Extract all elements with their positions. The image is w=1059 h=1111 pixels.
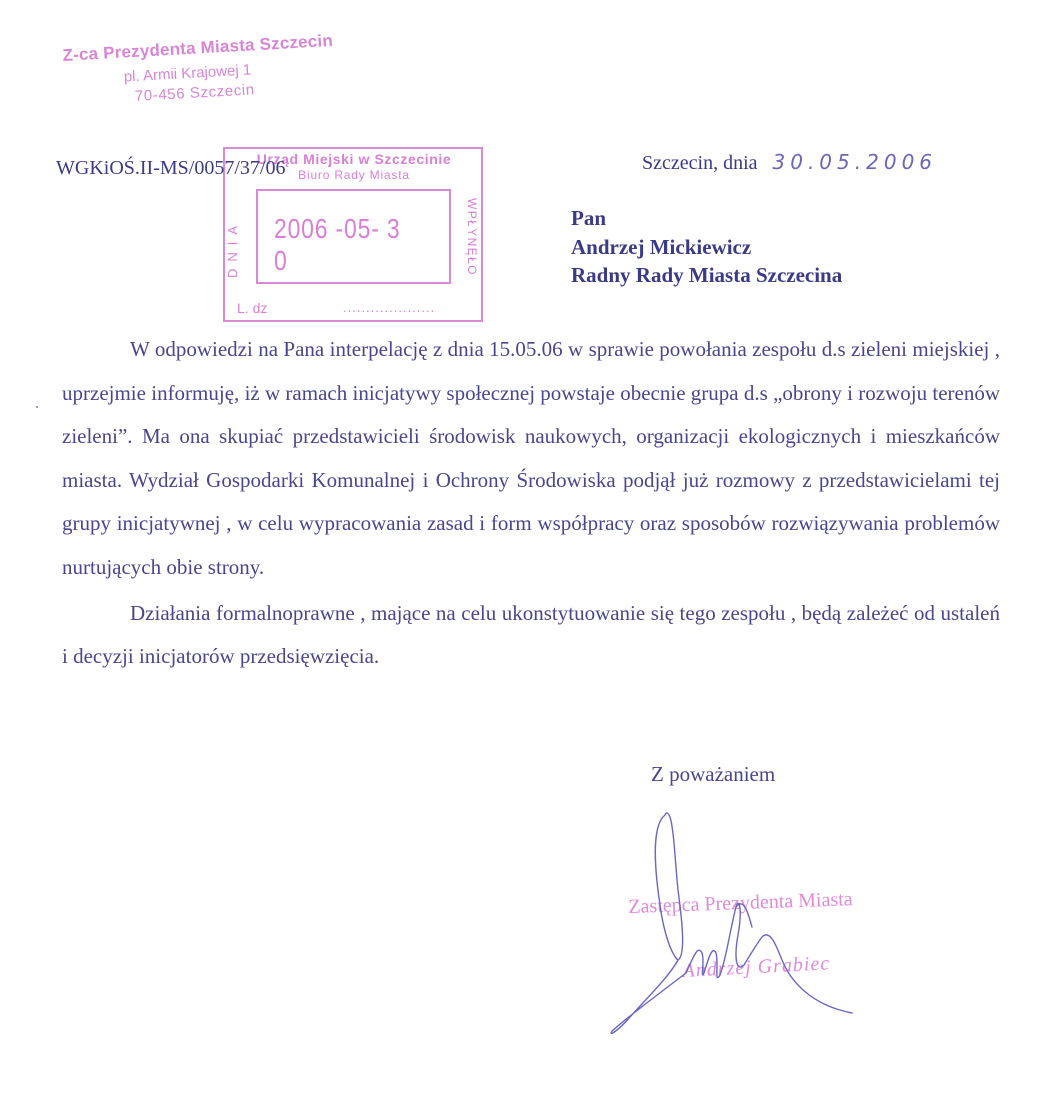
sender-stamp-address: pl. Armii Krajowej 1 xyxy=(123,61,252,86)
closing-phrase: Z poważaniem xyxy=(651,762,776,786)
receipt-stamp-dnia: DNIA xyxy=(225,218,240,278)
reference-number: WGKiOŚ.II-MS/0057/37/06 xyxy=(56,157,286,179)
receipt-stamp-ldz-dots: .................... xyxy=(343,300,436,315)
receipt-stamp-department: Biuro Rady Miasta xyxy=(298,168,410,182)
sender-stamp-title: Z-ca Prezydenta Miasta Szczecin xyxy=(62,30,334,65)
signature-stamp-title: Zastępca Prezydenta Miasta xyxy=(628,888,853,918)
recipient-name: Andrzej Mickiewicz xyxy=(571,234,752,259)
body-paragraph-1: W odpowiedzi na Pana interpelację z dnia 15.05.06 w sprawie powołania zespołu d.s zieleni miejskiej , uprzejmie informuję, iż w ramach inicjatywy społecznej powstaje obecnie grupa d.s „obrony i rozwoju terenów zieleni”. Ma ona skupiać przedstawicieli środowisk naukowych, organizacji ekologicznych i mieszkańców miasta. Wydział Gospodarki Komunalnej i Ochrony Środowiska podjął już rozmowy z przedstawicielami tej grupy inicjatywnej , w celu wypracowania zasad i form współpracy oraz sposobów rozwiązywania problemów nurtujących obie strony. xyxy=(62,337,1000,579)
receipt-stamp-date-box xyxy=(256,189,451,284)
letter-body xyxy=(62,328,1000,679)
date-line xyxy=(642,150,937,175)
date-prefix: Szczecin, dnia xyxy=(642,152,758,174)
handwritten-date: 30.05.2006 xyxy=(772,150,938,174)
recipient-block xyxy=(571,204,842,290)
body-paragraph-2: Działania formalnoprawne , mające na celu ukonstytuowanie się tego zespołu , będą zależeć od ustaleń i decyzji inicjatorów przedsięwzięcia. xyxy=(62,600,1000,669)
signature-stamp-name: Andrzej Grabiec xyxy=(682,952,831,982)
receipt-stamp-wplynelo: WPŁYNĘŁO xyxy=(465,198,479,276)
scan-speck xyxy=(36,406,38,408)
recipient-title: Radny Rady Miasta Szczecina xyxy=(571,263,843,287)
receipt-stamp-ldz-label: L. dz xyxy=(237,300,268,316)
sender-stamp xyxy=(62,29,365,109)
handwritten-signature xyxy=(590,795,870,1045)
sender-stamp-postcode: 70-456 Szczecin xyxy=(134,81,256,105)
receipt-stamp-date: 2006 -05- 3 0 xyxy=(274,213,401,276)
receipt-stamp-office: Urząd Miejski w Szczecinie xyxy=(256,151,452,167)
recipient-salutation: Pan xyxy=(571,206,607,230)
